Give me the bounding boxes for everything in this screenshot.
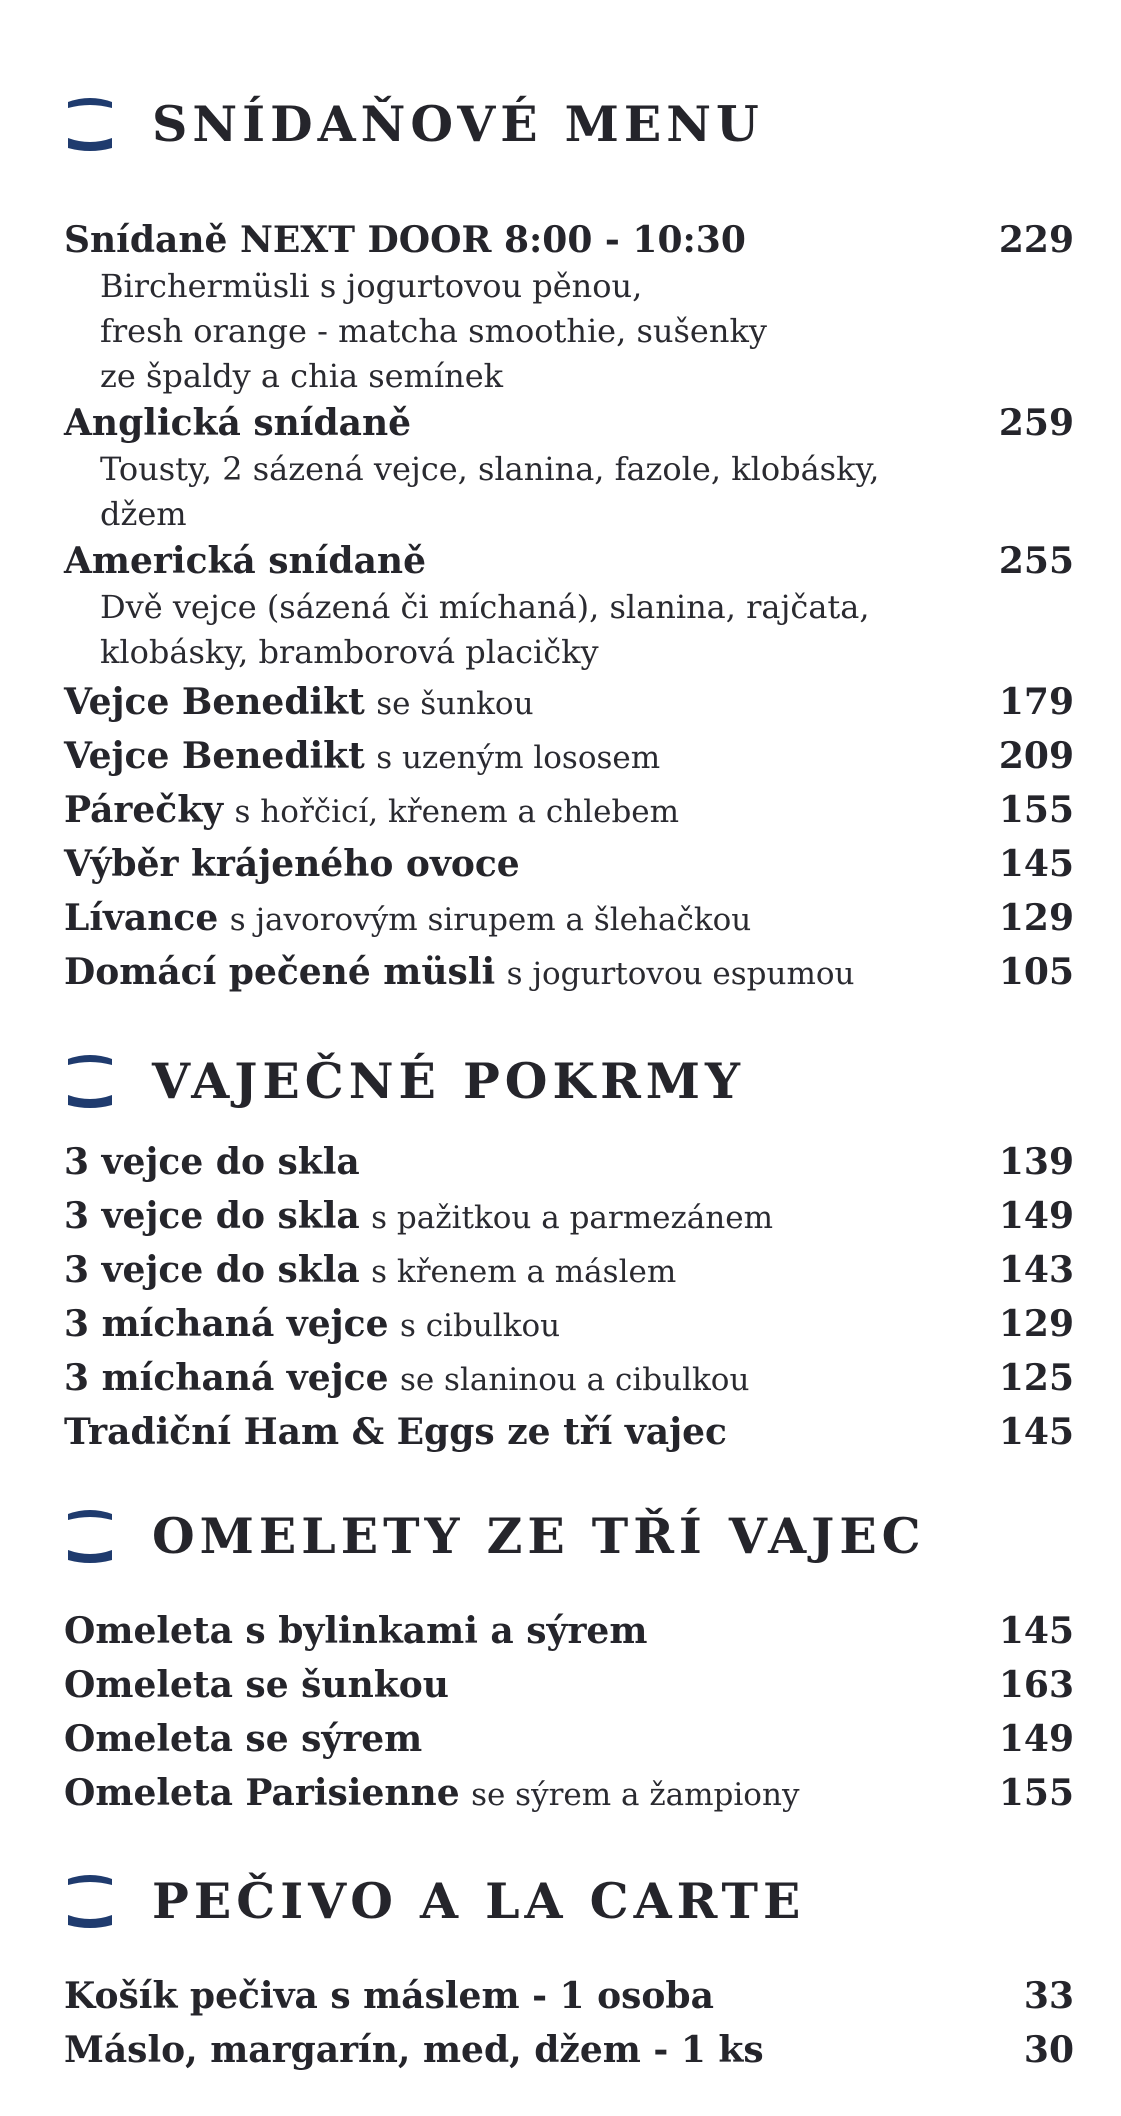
- section-title: PEČIVO A LA CARTE: [152, 1872, 806, 1930]
- item-name: Lívance: [64, 897, 219, 939]
- item-extra: s uzeným lososem: [376, 740, 661, 776]
- item-name: Omeleta Parisienne: [64, 1772, 460, 1814]
- menu-item: [64, 1297, 1074, 1351]
- item-price: 30: [1023, 2029, 1074, 2071]
- item-name: 3 míchaná vejce: [64, 1357, 389, 1399]
- menu-item: [64, 1243, 1074, 1297]
- item-name: Tradiční Ham & Eggs ze tří vajec: [64, 1411, 727, 1453]
- item-extra: s hořčicí, křenem a chlebem: [234, 794, 680, 830]
- section-header: [64, 1869, 1074, 1939]
- item-name: Domácí pečené müsli: [64, 951, 496, 993]
- section-egg-dishes: [64, 1049, 1074, 1453]
- description-line: Dvě vejce (sázená či míchaná), slanina, rajčata,: [100, 588, 870, 626]
- item-name: Snídaně NEXT DOOR 8:00 - 10:30: [64, 219, 746, 261]
- menu-item: [64, 2023, 1074, 2077]
- items-list: [64, 1969, 1074, 2077]
- menu-item: [64, 675, 1074, 729]
- item-price: 105: [998, 951, 1074, 993]
- item-name: Vejce Benedikt: [64, 735, 365, 777]
- item-name: 3 vejce do skla: [64, 1141, 360, 1183]
- item-description: [64, 585, 1074, 675]
- section-pastry: [64, 1869, 1074, 2071]
- item-name: Omeleta se sýrem: [64, 1718, 423, 1760]
- item-price: 209: [998, 735, 1074, 777]
- item-description: [64, 264, 1074, 399]
- menu-item: [64, 1766, 1074, 1820]
- item-extra: s jogurtovou espumou: [506, 956, 855, 992]
- item-price: 33: [1023, 1975, 1074, 2017]
- menu-item: [64, 1969, 1074, 2023]
- item-price: 139: [998, 1141, 1074, 1183]
- description-line: fresh orange - matcha smoothie, sušenky: [100, 312, 767, 350]
- description-line: džem: [100, 495, 187, 533]
- section-badge-icon: [64, 1869, 116, 1933]
- menu-item: [64, 1658, 1074, 1712]
- item-name: 3 vejce do skla: [64, 1195, 360, 1237]
- item-price: 145: [998, 1610, 1074, 1652]
- item-extra: s cibulkou: [399, 1308, 561, 1344]
- section-badge-icon: [64, 1504, 116, 1568]
- item-price: 149: [998, 1195, 1074, 1237]
- item-name: Párečky: [64, 789, 224, 831]
- menu-item: [64, 729, 1074, 783]
- items-list: [64, 1604, 1074, 1820]
- section-header: [64, 92, 1074, 162]
- menu-item: [64, 1351, 1074, 1405]
- item-price: 145: [998, 843, 1074, 885]
- item-name: Americká snídaně: [64, 540, 426, 582]
- item-extra: se slaninou a cibulkou: [399, 1362, 750, 1398]
- section-title: OMELETY ZE TŘÍ VAJEC: [152, 1507, 926, 1565]
- item-extra: se šunkou: [376, 686, 534, 722]
- item-name: 3 míchaná vejce: [64, 1303, 389, 1345]
- item-price: 179: [998, 681, 1074, 723]
- section-title: SNÍDAŇOVÉ MENU: [152, 95, 764, 153]
- item-name: 3 vejce do skla: [64, 1249, 360, 1291]
- section-badge-icon: [64, 1049, 116, 1113]
- item-name: Vejce Benedikt: [64, 681, 365, 723]
- menu-item: [64, 837, 1074, 891]
- menu-item: [64, 783, 1074, 837]
- item-name: Anglická snídaně: [64, 402, 412, 444]
- item-extra: s pažitkou a parmezánem: [371, 1200, 773, 1236]
- item-name: Omeleta se šunkou: [64, 1664, 449, 1706]
- item-price: 229: [998, 219, 1074, 261]
- item-price: 149: [998, 1718, 1074, 1760]
- item-extra: s křenem a máslem: [371, 1254, 677, 1290]
- item-extra: s javorovým sirupem a šlehačkou: [229, 902, 752, 938]
- description-line: Tousty, 2 sázená vejce, slanina, fazole, klobásky,: [100, 450, 880, 488]
- description-line: ze špaldy a chia semínek: [100, 357, 504, 395]
- menu-item: [64, 945, 1074, 999]
- menu-item: [64, 399, 1074, 447]
- item-extra: se sýrem a žampiony: [471, 1777, 800, 1813]
- item-name: Výběr krájeného ovoce: [64, 843, 520, 885]
- item-price: 259: [998, 402, 1074, 444]
- item-name: Máslo, margarín, med, džem - 1 ks: [64, 2029, 764, 2071]
- menu-item: [64, 1135, 1074, 1189]
- item-price: 129: [998, 897, 1074, 939]
- item-price: 255: [998, 540, 1074, 582]
- item-price: 125: [998, 1357, 1074, 1399]
- menu-item: [64, 216, 1074, 264]
- item-description: [64, 447, 1074, 537]
- section-breakfast: [64, 92, 1074, 993]
- menu-item: [64, 1604, 1074, 1658]
- item-price: 155: [998, 1772, 1074, 1814]
- item-price: 155: [998, 789, 1074, 831]
- menu-item: [64, 1712, 1074, 1766]
- section-header: [64, 1504, 1074, 1574]
- item-price: 163: [998, 1664, 1074, 1706]
- description-line: Birchermüsli s jogurtovou pěnou,: [100, 267, 643, 305]
- description-line: klobásky, bramborová placičky: [100, 633, 599, 671]
- menu-item: [64, 891, 1074, 945]
- section-omelettes: [64, 1504, 1074, 1814]
- menu-item: [64, 1405, 1074, 1459]
- item-name: Omeleta s bylinkami a sýrem: [64, 1610, 648, 1652]
- items-list: [64, 1135, 1074, 1459]
- section-title: VAJEČNÉ POKRMY: [152, 1052, 746, 1110]
- section-header: [64, 1049, 1074, 1119]
- item-price: 145: [998, 1411, 1074, 1453]
- items-list: [64, 216, 1074, 999]
- item-price: 143: [998, 1249, 1074, 1291]
- item-name: Košík pečiva s máslem - 1 osoba: [64, 1975, 714, 2017]
- section-badge-icon: [64, 92, 116, 156]
- item-price: 129: [998, 1303, 1074, 1345]
- menu-item: [64, 537, 1074, 585]
- menu-item: [64, 1189, 1074, 1243]
